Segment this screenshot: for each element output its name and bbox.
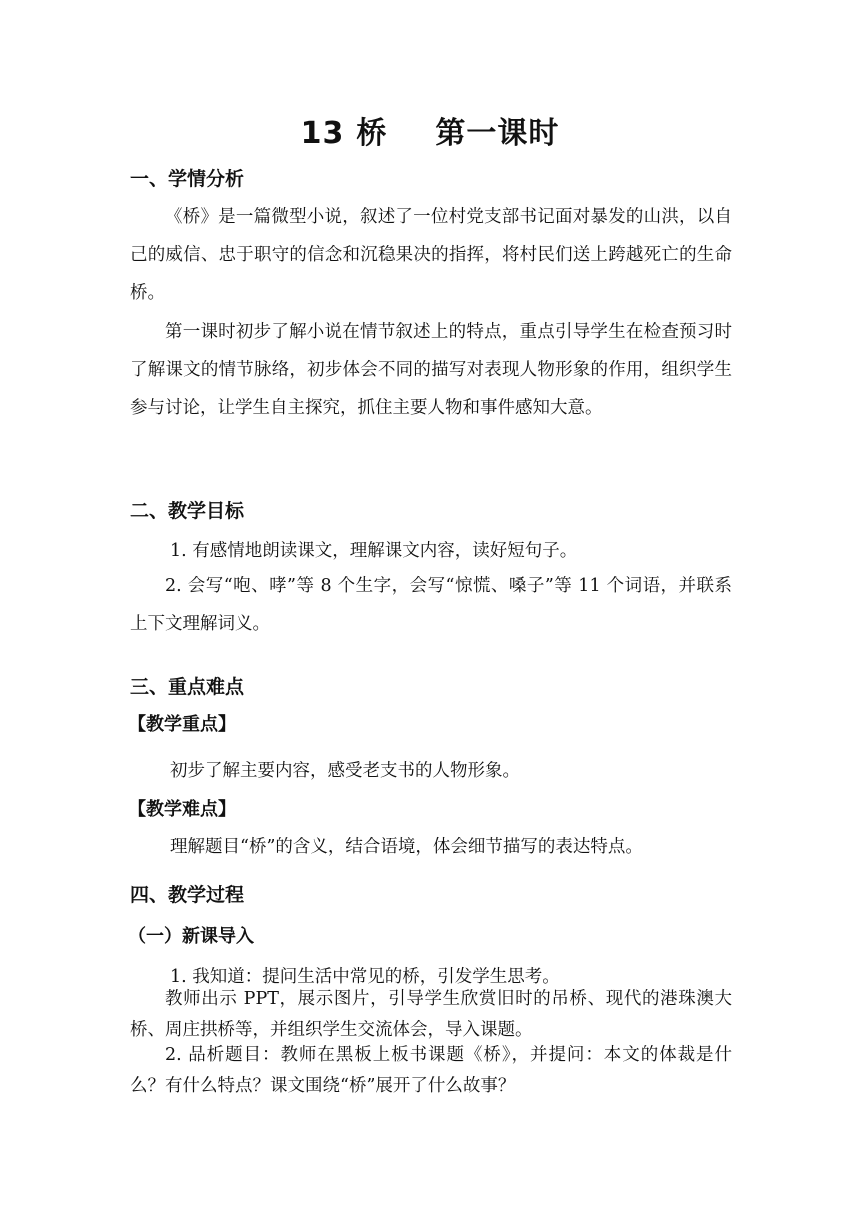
- process-step-1-detail: 教师出示 PPT，展示图片，引导学生欣赏旧时的吊桥、现代的港珠澳大桥、周庄拱桥等，并组织学生交流体会，导入课题。: [130, 989, 732, 1040]
- objective-item-1: 1. 有感情地朗读课文，理解课文内容，读好短句子。: [170, 541, 578, 561]
- focus-label: 【教学重点】: [128, 714, 236, 735]
- lesson-number: 13: [300, 116, 345, 151]
- section-heading-process: 四、教学过程: [130, 884, 245, 906]
- process-step-1: 1. 我知道：提问生活中常见的桥，引发学生思考。: [170, 967, 560, 987]
- analysis-paragraph-1: 《桥》是一篇微型小说，叙述了一位村党支部书记面对暴发的山洪，以自己的威信、忠于职守的信念和沉稳果决的指挥，将村民们送上跨越死亡的生命桥。: [130, 207, 732, 303]
- section-heading-key-points: 三、重点难点: [130, 676, 245, 698]
- section-heading-objectives: 二、教学目标: [130, 500, 245, 522]
- difficulty-label: 【教学难点】: [128, 799, 236, 820]
- process-step-2: 2. 品析题目：教师在黑板上板书课题《桥》，并提问：本文的体裁是什么？有什么特点？课文围绕“桥”展开了什么故事？: [130, 1045, 732, 1096]
- page-title: [0, 108, 860, 152]
- lesson-name: 桥: [356, 116, 388, 151]
- section-heading-analysis: 一、学情分析: [130, 168, 245, 190]
- subsection-intro: （一）新课导入: [128, 926, 254, 947]
- difficulty-text: 理解题目“桥”的含义，结合语境，体会细节描写的表达特点。: [170, 837, 643, 857]
- objective-item-2: 2. 会写“咆、哮”等 8 个生字，会写“惊慌、嗓子”等 11 个词语，并联系上下文理解词义。: [130, 576, 732, 634]
- lesson-period: 第一课时: [435, 116, 560, 151]
- focus-text: 初步了解主要内容，感受老支书的人物形象。: [170, 761, 520, 781]
- analysis-paragraph-2: 第一课时初步了解小说在情节叙述上的特点，重点引导学生在检查预习时了解课文的情节脉络，初步体会不同的描写对表现人物形象的作用，组织学生参与讨论，让学生自主探究，抓住主要人物和事件感知大意。: [130, 322, 732, 418]
